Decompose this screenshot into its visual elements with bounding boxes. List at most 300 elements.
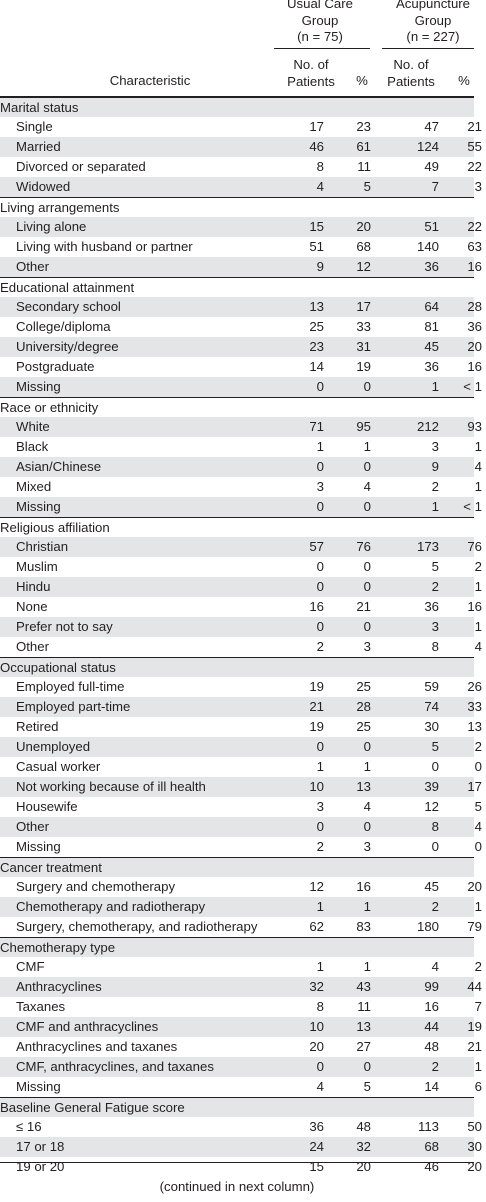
usual-care-percent: 20 <box>356 219 371 234</box>
usual-care-count: 21 <box>309 699 324 714</box>
acupuncture-count: 140 <box>416 239 439 254</box>
usual-care-count: 57 <box>309 539 324 554</box>
row-label: Surgery, chemotherapy, and radiotherapy <box>16 919 258 934</box>
acupuncture-percent: 1 <box>474 619 482 634</box>
usual-care-percent: 31 <box>356 339 371 354</box>
usual-care-percent: 76 <box>356 539 371 554</box>
row-label: Hindu <box>16 579 51 594</box>
usual-care-percent: 11 <box>357 999 371 1014</box>
usual-care-percent: 0 <box>363 1059 371 1074</box>
usual-care-count: 0 <box>316 579 324 594</box>
usual-care-percent: 68 <box>356 239 371 254</box>
usual-care-count: 19 <box>309 679 324 694</box>
section-title: Cancer treatment <box>0 860 102 875</box>
usual-care-percent: 19 <box>356 359 371 374</box>
acupuncture-line-2: Group <box>414 12 452 28</box>
table-row <box>0 897 482 917</box>
usual-care-count: 0 <box>316 379 324 394</box>
table-row <box>0 1037 482 1057</box>
section-header <box>0 857 474 877</box>
table-row <box>0 1117 482 1137</box>
usual-care-count: 4 <box>316 1079 324 1094</box>
usual-care-group-heading <box>270 0 370 46</box>
acupuncture-count: 44 <box>424 1019 439 1034</box>
table-row <box>0 597 482 617</box>
acupuncture-line-3: (n = 227) <box>406 29 460 44</box>
usual-care-percent: 33 <box>356 319 371 334</box>
usual-care-count: 16 <box>309 599 324 614</box>
usual-care-percent: 21 <box>356 599 371 614</box>
acupuncture-percent: 0 <box>474 839 482 854</box>
section-header <box>0 517 474 537</box>
acupuncture-count: 74 <box>424 699 439 714</box>
acupuncture-percent: 20 <box>467 879 482 894</box>
acupuncture-count: 173 <box>416 539 439 554</box>
usual-care-count: 0 <box>316 819 324 834</box>
acupuncture-count: 36 <box>424 599 439 614</box>
usual-care-count: 1 <box>316 959 324 974</box>
table-row <box>0 1057 482 1077</box>
acupuncture-count: 0 <box>431 839 439 854</box>
acupuncture-percent: 6 <box>474 1079 482 1094</box>
row-label: Unemployed <box>16 739 91 754</box>
section-header <box>0 277 474 297</box>
row-label: 19 or 20 <box>16 1159 65 1174</box>
row-label: Missing <box>16 1079 61 1094</box>
usual-care-percent: 0 <box>363 499 371 514</box>
section-title: Chemotherapy type <box>0 940 116 955</box>
acupuncture-percent: 22 <box>467 219 482 234</box>
acupuncture-group-heading <box>380 0 486 46</box>
row-label: Missing <box>16 499 61 514</box>
row-label: CMF and anthracyclines <box>16 1019 159 1034</box>
acupuncture-percent: 21 <box>467 119 482 134</box>
acupuncture-count: 2 <box>431 479 439 494</box>
acupuncture-count: 46 <box>424 1159 439 1174</box>
row-label: CMF <box>16 959 45 974</box>
usual-care-percent: 0 <box>363 379 371 394</box>
row-label: Postgraduate <box>16 359 95 374</box>
table-row <box>0 417 482 437</box>
patients-label: Patients <box>387 73 435 89</box>
section-header <box>0 197 474 217</box>
table-row <box>0 1017 482 1037</box>
acupuncture-count: 3 <box>431 619 439 634</box>
patients-label: Patients <box>287 73 335 89</box>
table-row <box>0 177 482 197</box>
acupuncture-count: 59 <box>424 679 439 694</box>
row-label: Anthracyclines and taxanes <box>16 1039 178 1054</box>
acupuncture-count: 5 <box>431 739 439 754</box>
acupuncture-percent: 93 <box>467 419 482 434</box>
usual-care-percent: 0 <box>363 619 371 634</box>
usual-care-count: 62 <box>309 919 324 934</box>
row-label: Asian/Chinese <box>16 459 102 474</box>
usual-care-percent: 95 <box>356 419 371 434</box>
usual-care-percent: 1 <box>363 759 371 774</box>
usual-care-count: 0 <box>316 739 324 754</box>
usual-care-count: 0 <box>316 559 324 574</box>
usual-care-percent: 1 <box>363 439 371 454</box>
table-row <box>0 357 482 377</box>
acupuncture-count: 81 <box>424 319 439 334</box>
usual-care-count: 0 <box>316 459 324 474</box>
usual-care-percent: 25 <box>356 679 371 694</box>
row-label: White <box>16 419 50 434</box>
acupuncture-count: 124 <box>416 139 439 154</box>
acupuncture-count: 9 <box>431 459 439 474</box>
acupuncture-count: 1 <box>431 379 439 394</box>
usual-care-percent: 83 <box>356 919 371 934</box>
acupuncture-percent: 1 <box>474 899 482 914</box>
table-row <box>0 777 482 797</box>
table-row <box>0 677 482 697</box>
acupuncture-percent: 20 <box>467 1159 482 1174</box>
usual-care-percent-heading: % <box>356 73 368 88</box>
usual-care-count: 17 <box>309 119 324 134</box>
acupuncture-percent: 13 <box>467 719 482 734</box>
usual-care-percent: 25 <box>356 719 371 734</box>
table-row <box>0 1157 482 1177</box>
table-row <box>0 837 482 857</box>
acupuncture-percent: 17 <box>467 779 482 794</box>
row-label: Christian <box>16 539 69 554</box>
acupuncture-count: 0 <box>431 759 439 774</box>
acupuncture-percent: 1 <box>474 579 482 594</box>
table-row <box>0 797 482 817</box>
section-title: Living arrangements <box>0 200 120 215</box>
acupuncture-count: 30 <box>424 719 439 734</box>
usual-care-line-2: Group <box>301 12 339 28</box>
table-row <box>0 757 482 777</box>
acupuncture-percent: 0 <box>474 759 482 774</box>
acupuncture-percent: < 1 <box>463 379 482 394</box>
usual-care-count: 71 <box>309 419 324 434</box>
row-label: Employed full-time <box>16 679 125 694</box>
acupuncture-underline <box>382 48 474 49</box>
usual-care-no-patients-heading <box>276 57 346 90</box>
usual-care-percent: 61 <box>356 139 371 154</box>
acupuncture-count: 49 <box>424 159 439 174</box>
section-header <box>0 937 474 957</box>
characteristic-heading: Characteristic <box>109 73 191 88</box>
usual-care-count: 51 <box>309 239 324 254</box>
row-label: Housewife <box>16 799 78 814</box>
acupuncture-count: 64 <box>424 299 439 314</box>
row-label: Black <box>16 439 49 454</box>
acupuncture-percent: 2 <box>474 559 482 574</box>
usual-care-percent: 0 <box>363 819 371 834</box>
table-header <box>0 0 474 96</box>
acupuncture-count: 16 <box>424 999 439 1014</box>
acupuncture-percent: 79 <box>467 919 482 934</box>
usual-care-percent: 17 <box>356 299 371 314</box>
section-title: Marital status <box>0 100 79 115</box>
acupuncture-percent: 16 <box>467 599 482 614</box>
no-of-label: No. of <box>293 57 329 72</box>
usual-care-count: 10 <box>309 1019 324 1034</box>
acupuncture-percent: 1 <box>474 439 482 454</box>
table-row <box>0 1137 482 1157</box>
table-row <box>0 257 482 277</box>
usual-care-percent: 32 <box>356 1139 371 1154</box>
acupuncture-percent: 28 <box>467 299 482 314</box>
usual-care-count: 0 <box>316 1059 324 1074</box>
acupuncture-count: 3 <box>431 439 439 454</box>
usual-care-count: 1 <box>316 439 324 454</box>
usual-care-count: 1 <box>316 899 324 914</box>
acupuncture-count: 8 <box>431 639 439 654</box>
table-row <box>0 237 482 257</box>
table-body <box>0 97 482 1177</box>
section-header <box>0 1097 474 1117</box>
row-label: Single <box>16 119 53 134</box>
table-row <box>0 377 482 397</box>
usual-care-count: 32 <box>309 979 324 994</box>
row-label: None <box>16 599 48 614</box>
usual-care-count: 24 <box>309 1139 324 1154</box>
row-label: Taxanes <box>16 999 66 1014</box>
acupuncture-percent: 44 <box>467 979 482 994</box>
acupuncture-count: 14 <box>424 1079 439 1094</box>
usual-care-percent: 1 <box>363 899 371 914</box>
usual-care-count: 15 <box>309 1159 324 1174</box>
table-row <box>0 457 482 477</box>
acupuncture-percent: 50 <box>467 1119 482 1134</box>
row-label: Divorced or separated <box>16 159 146 174</box>
usual-care-percent: 3 <box>363 839 371 854</box>
acupuncture-percent: 5 <box>474 799 482 814</box>
row-label: CMF, anthracyclines, and taxanes <box>16 1059 214 1074</box>
row-label: Secondary school <box>16 299 121 314</box>
usual-care-count: 12 <box>309 879 324 894</box>
acupuncture-count: 180 <box>416 919 439 934</box>
table-row <box>0 917 482 937</box>
usual-care-count: 0 <box>316 619 324 634</box>
table-row <box>0 137 482 157</box>
row-label: Employed part-time <box>16 699 131 714</box>
table-row <box>0 117 482 137</box>
acupuncture-percent: 16 <box>467 359 482 374</box>
acupuncture-percent: 7 <box>474 999 482 1014</box>
table-row <box>0 977 482 997</box>
row-label: Missing <box>16 379 61 394</box>
acupuncture-percent: 1 <box>474 1059 482 1074</box>
table-row <box>0 997 482 1017</box>
acupuncture-count: 36 <box>424 259 439 274</box>
row-label: ≤ 16 <box>16 1119 42 1134</box>
table-row <box>0 577 482 597</box>
usual-care-count: 25 <box>309 319 324 334</box>
row-label: 17 or 18 <box>16 1139 65 1154</box>
usual-care-percent: 4 <box>363 479 371 494</box>
acupuncture-percent: 4 <box>474 459 482 474</box>
usual-care-line-3: (n = 75) <box>297 29 343 44</box>
usual-care-percent: 12 <box>356 259 371 274</box>
usual-care-count: 8 <box>316 999 324 1014</box>
row-label: Muslim <box>16 559 58 574</box>
acupuncture-percent: 20 <box>467 339 482 354</box>
table-row <box>0 497 482 517</box>
usual-care-percent: 0 <box>363 459 371 474</box>
table-row <box>0 717 482 737</box>
acupuncture-count: 4 <box>431 959 439 974</box>
table-row <box>0 317 482 337</box>
acupuncture-percent: 4 <box>474 819 482 834</box>
row-label: College/diploma <box>16 319 111 334</box>
acupuncture-percent: 63 <box>467 239 482 254</box>
continued-note: (continued in next column) <box>159 1179 315 1194</box>
table-row <box>0 1077 482 1097</box>
table-row <box>0 817 482 837</box>
acupuncture-count: 68 <box>424 1139 439 1154</box>
table-row <box>0 437 482 457</box>
table-row <box>0 697 482 717</box>
acupuncture-percent: 76 <box>467 539 482 554</box>
usual-care-count: 14 <box>309 359 324 374</box>
row-label: University/degree <box>16 339 119 354</box>
usual-care-line-1: Usual Care <box>287 0 353 11</box>
row-label: Other <box>16 639 49 654</box>
table-row <box>0 737 482 757</box>
usual-care-count: 9 <box>316 259 324 274</box>
row-label: Married <box>16 139 61 154</box>
usual-care-percent: 16 <box>356 879 371 894</box>
acupuncture-percent: 26 <box>467 679 482 694</box>
row-label: Widowed <box>16 179 71 194</box>
acupuncture-percent: 2 <box>474 739 482 754</box>
row-label: Anthracyclines <box>16 979 102 994</box>
acupuncture-count: 8 <box>431 819 439 834</box>
usual-care-count: 10 <box>309 779 324 794</box>
acupuncture-no-patients-heading <box>376 57 446 90</box>
usual-care-percent: 0 <box>363 739 371 754</box>
acupuncture-percent: 55 <box>467 139 482 154</box>
acupuncture-count: 51 <box>424 219 439 234</box>
acupuncture-count: 7 <box>431 179 439 194</box>
acupuncture-count: 47 <box>424 119 439 134</box>
usual-care-percent: 28 <box>356 699 371 714</box>
usual-care-percent: 3 <box>363 639 371 654</box>
table-row <box>0 877 482 897</box>
section-title: Race or ethnicity <box>0 400 99 415</box>
acupuncture-percent: < 1 <box>463 499 482 514</box>
usual-care-percent: 27 <box>356 1039 371 1054</box>
usual-care-count: 46 <box>309 139 324 154</box>
usual-care-percent: 5 <box>363 1079 371 1094</box>
section-title: Educational attainment <box>0 280 135 295</box>
acupuncture-count: 2 <box>431 579 439 594</box>
table-row <box>0 957 482 977</box>
acupuncture-count: 39 <box>424 779 439 794</box>
acupuncture-count: 36 <box>424 359 439 374</box>
row-label: Chemotherapy and radiotherapy <box>16 899 206 914</box>
usual-care-percent: 13 <box>356 779 371 794</box>
usual-care-count: 2 <box>316 639 324 654</box>
usual-care-count: 0 <box>316 499 324 514</box>
usual-care-count: 3 <box>316 479 324 494</box>
row-label: Prefer not to say <box>16 619 113 634</box>
section-title: Occupational status <box>0 660 116 675</box>
usual-care-underline <box>274 48 370 49</box>
table-row <box>0 617 482 637</box>
acupuncture-count: 99 <box>424 979 439 994</box>
usual-care-percent: 5 <box>363 179 371 194</box>
acupuncture-percent: 1 <box>474 479 482 494</box>
row-label: Casual worker <box>16 759 101 774</box>
acupuncture-count: 2 <box>431 1059 439 1074</box>
acupuncture-count: 212 <box>416 419 439 434</box>
no-of-label: No. of <box>393 57 429 72</box>
acupuncture-percent: 36 <box>467 319 482 334</box>
section-header <box>0 657 474 677</box>
usual-care-count: 19 <box>309 719 324 734</box>
row-label: Surgery and chemotherapy <box>16 879 176 894</box>
row-label: Living alone <box>16 219 87 234</box>
acupuncture-count: 5 <box>431 559 439 574</box>
acupuncture-percent: 30 <box>467 1139 482 1154</box>
acupuncture-count: 12 <box>424 799 439 814</box>
usual-care-count: 2 <box>316 839 324 854</box>
usual-care-percent: 20 <box>356 1159 371 1174</box>
usual-care-percent: 11 <box>357 159 371 174</box>
usual-care-percent: 0 <box>363 559 371 574</box>
table-row <box>0 557 482 577</box>
usual-care-percent: 23 <box>356 119 371 134</box>
table-row <box>0 337 482 357</box>
usual-care-percent: 0 <box>363 579 371 594</box>
acupuncture-percent: 2 <box>474 959 482 974</box>
acupuncture-line-1: Acupuncture <box>395 0 471 11</box>
acupuncture-percent: 21 <box>467 1039 482 1054</box>
usual-care-percent: 48 <box>356 1119 371 1134</box>
acupuncture-percent: 4 <box>474 639 482 654</box>
usual-care-count: 15 <box>309 219 324 234</box>
usual-care-count: 1 <box>316 759 324 774</box>
usual-care-percent: 43 <box>356 979 371 994</box>
acupuncture-count: 48 <box>424 1039 439 1054</box>
acupuncture-percent: 16 <box>467 259 482 274</box>
bottom-rule <box>0 1162 474 1163</box>
acupuncture-count: 113 <box>417 1119 439 1134</box>
row-label: Not working because of ill health <box>16 779 206 794</box>
acupuncture-count: 45 <box>424 339 439 354</box>
acupuncture-count: 1 <box>431 499 439 514</box>
acupuncture-percent-heading: % <box>458 73 470 88</box>
section-title: Baseline General Fatigue score <box>0 1100 185 1115</box>
section-header <box>0 397 474 417</box>
usual-care-count: 23 <box>309 339 324 354</box>
table-row <box>0 637 482 657</box>
acupuncture-count: 45 <box>424 879 439 894</box>
usual-care-count: 36 <box>309 1119 324 1134</box>
usual-care-count: 3 <box>316 799 324 814</box>
usual-care-count: 20 <box>309 1039 324 1054</box>
acupuncture-count: 2 <box>431 899 439 914</box>
row-label: Other <box>16 819 49 834</box>
section-title: Religious affiliation <box>0 520 110 535</box>
row-label: Retired <box>16 719 59 734</box>
acupuncture-percent: 33 <box>467 699 482 714</box>
row-label: Living with husband or partner <box>16 239 193 254</box>
table-row <box>0 537 482 557</box>
table-row <box>0 297 482 317</box>
table-row <box>0 477 482 497</box>
usual-care-count: 13 <box>309 299 324 314</box>
table-row <box>0 217 482 237</box>
usual-care-count: 4 <box>316 179 324 194</box>
usual-care-percent: 1 <box>363 959 371 974</box>
